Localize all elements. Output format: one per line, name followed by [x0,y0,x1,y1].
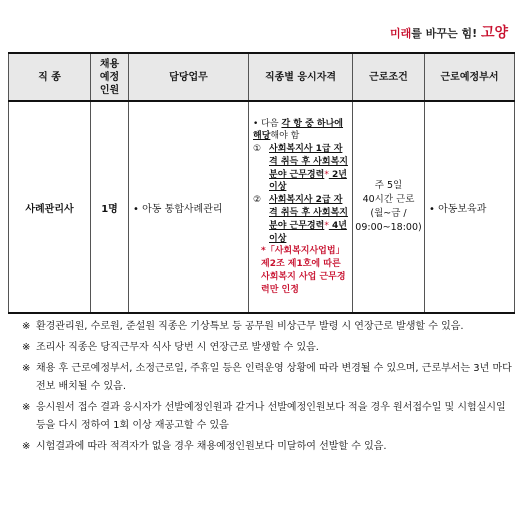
header-duty: 담당업무 [129,53,249,101]
header-condition: 근로조건 [353,53,425,101]
recruitment-table [8,52,515,314]
cell-condition [353,101,425,313]
brand-slogan [390,22,508,42]
qualification-item-1-tail: 2년 이상 [269,169,347,193]
table-header-row [9,53,515,101]
qualification-item-2 [253,194,348,245]
qualification-intro-bold: 각 항 중 하나에 해당 [253,118,344,142]
qualification-block [249,115,352,300]
note-text: 조리사 직종은 당직근무자 식사 당번 시 연장근로 발생할 수 있음. [36,342,319,353]
note-item [22,318,512,336]
qualification-intro-suffix: 해야 함 [270,131,300,142]
note-item [22,339,512,357]
cell-job: 사례관리사 [9,101,91,313]
note-item [22,438,512,456]
brand-slogan-part2: 를 바꾸는 힘! [411,27,478,40]
brand-slogan-part1: 미래 [390,27,412,40]
note-item [22,399,512,435]
table-row [9,101,515,313]
note-text: 환경관리원, 수로원, 준설원 직종은 기상특보 등 공무원 비상근무 발령 시 연장근로 발생할 수 있음. [36,321,464,332]
qualification-item-1-num: ① [253,144,262,155]
header-count [91,53,129,101]
qualification-item-2-num: ② [253,195,262,206]
header-job: 직 종 [9,53,91,101]
condition-text: 주 5일 40시간 근로 (월~금 / 09:00~18:00) [355,179,422,234]
cell-duty [129,101,249,313]
note-text: 채용 후 근로예정부서, 소정근로일, 주휴일 등은 인력운영 상황에 따라 변경될 수 있으며, 근로부서는 3년 마다 전보 배치될 수 있음. [36,363,512,392]
header-qualification: 직종별 응시자격 [249,53,353,101]
qualification-item-1 [253,143,348,194]
qualification-item-2-text: 사회복지사 2급 자격 취득 후 사회복지분야 근무경력 [269,195,348,231]
note-symbol: ※ [22,441,31,452]
qualification-item-2-tail: 4년 이상 [269,220,347,244]
cell-qualification [249,101,353,313]
cell-department [425,101,515,313]
note-text: 응시원서 접수 결과 응시자가 선발예정인원과 같거나 선발예정인원보다 적을 경우 원서접수일 및 시험실시일 등을 다시 정하여 1회 이상 재공고할 수 있음 [36,402,506,431]
header-count-label: 채용 예정 인원 [99,58,120,96]
note-symbol: ※ [22,321,31,332]
note-symbol: ※ [22,402,31,413]
qualification-item-1-star: * [324,169,329,180]
duty-text: • 아동 통합사례관리 [133,203,223,215]
qualification-intro-prefix: • 다음 [253,118,279,129]
note-symbol: ※ [22,363,31,374]
qualification-item-1-text: 사회복지사 1급 자격 취득 후 사회복지분야 근무경력 [269,144,348,180]
qualification-item-2-star: * [324,220,329,231]
qualification-note: *「사회복지사업법」 제2조 제1호에 따른 사회복지 사업 근무경력만 인정 [261,246,346,295]
note-text: 시험결과에 따라 적격자가 없을 경우 채용예정인원보다 미달하여 선발할 수 있음. [36,441,387,452]
notes-list [22,318,512,459]
header-department: 근로예정부서 [425,53,515,101]
note-symbol: ※ [22,342,31,353]
qualification-intro [253,118,348,144]
cell-count: 1명 [91,101,129,313]
department-text: • 아동보육과 [429,203,487,215]
brand-logo-goyang: 고양 [480,25,508,41]
note-item [22,360,512,396]
